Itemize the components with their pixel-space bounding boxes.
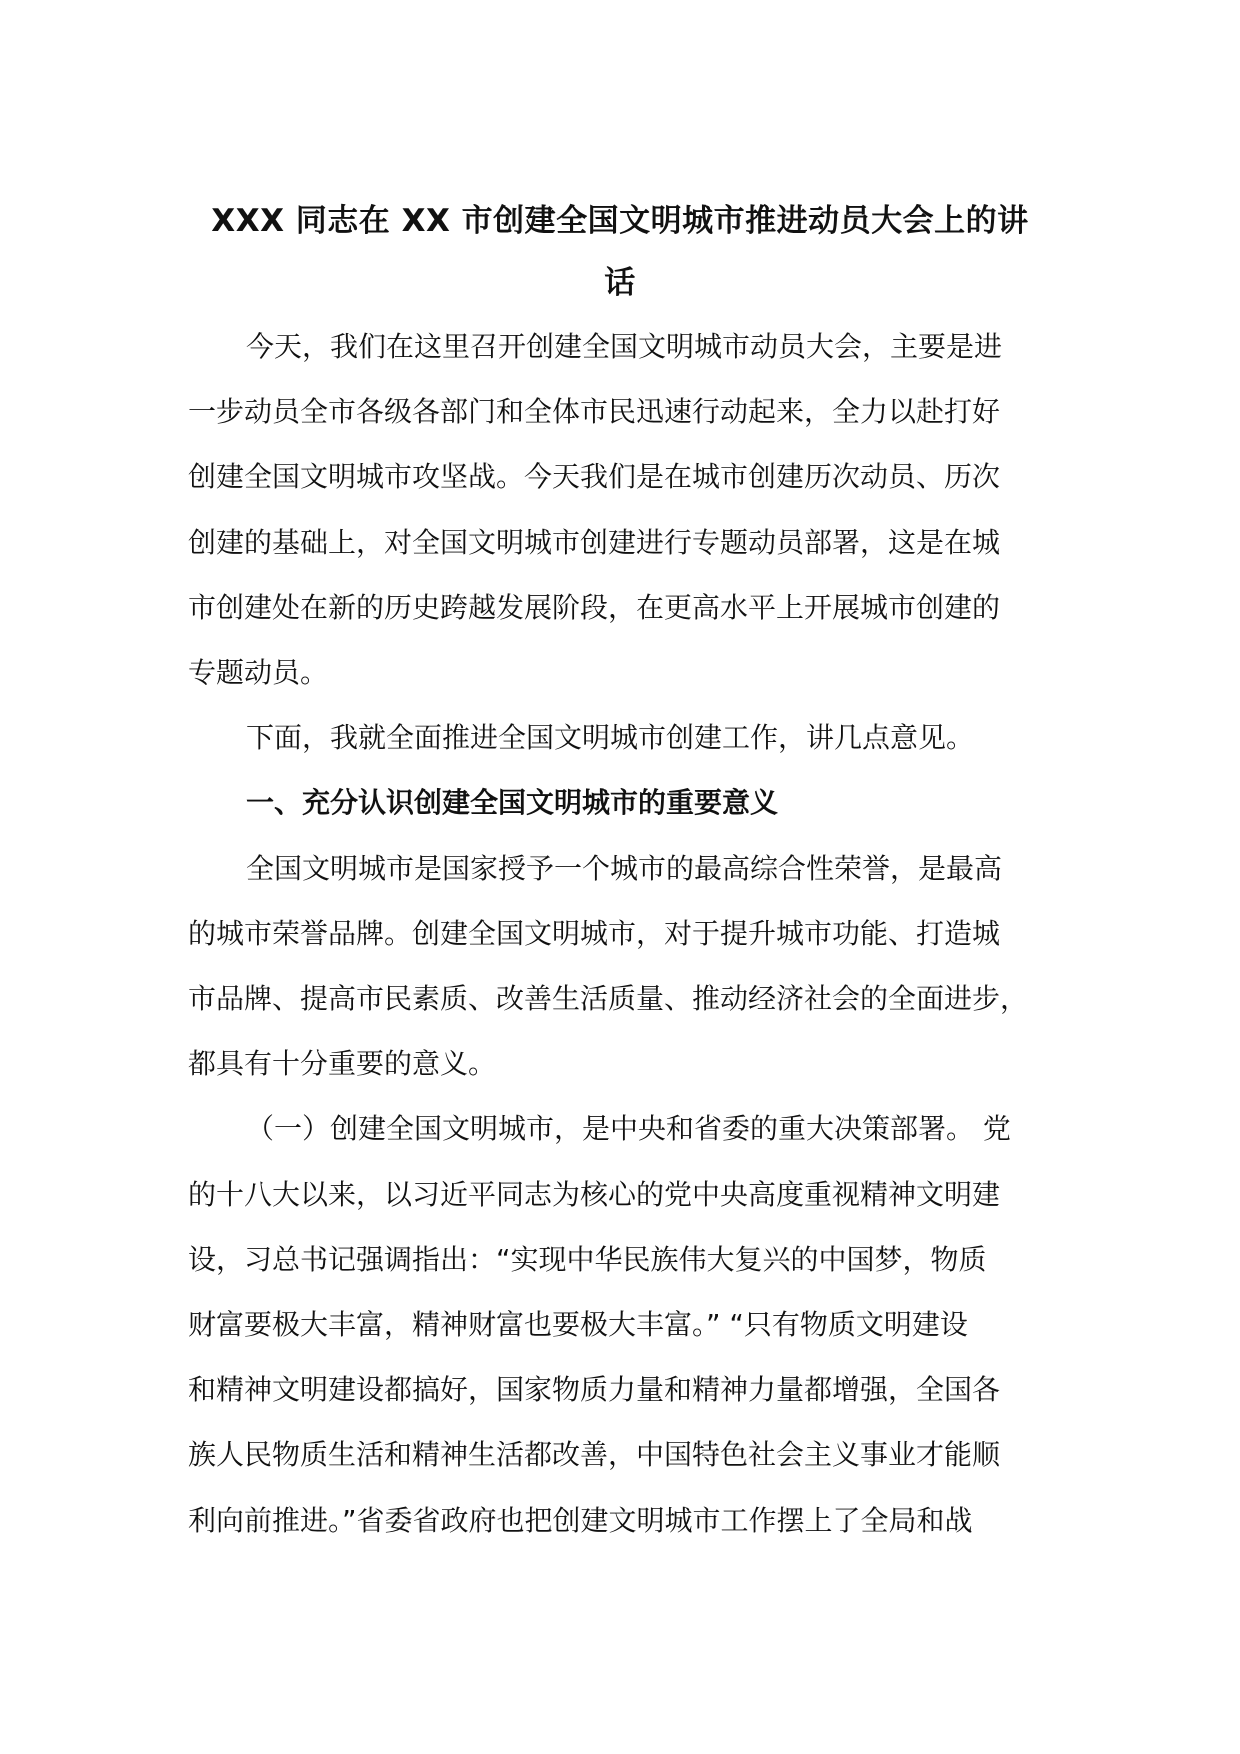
paragraph-line: 利向前推进。”省委省政府也把创建文明城市工作摆上了全局和战 — [188, 1503, 973, 1537]
paragraph-line: 的城市荣誉品牌。创建全国文明城市，对于提升城市功能、打造城 — [188, 916, 1001, 950]
paragraph-line: 都具有十分重要的意义。 — [188, 1047, 497, 1081]
paragraph-line: 创建全国文明城市攻坚战。今天我们是在城市创建历次动员、历次 — [188, 460, 1001, 494]
paragraph-line: 的十八大以来，以习近平同志为核心的党中央高度重视精神文明建 — [188, 1177, 1001, 1211]
document-body — [188, 190, 1052, 1553]
significance-paragraph — [188, 836, 1052, 1097]
paragraph-line: （一）创建全国文明城市，是中央和省委的重大决策部署。 党 — [246, 1112, 1011, 1146]
title-line: XXX 同志在 XX 市创建全国文明城市推进动员大会上的讲 — [211, 203, 1029, 239]
paragraph-line: 市品牌、提高市民素质、改善生活质量、推动经济社会的全面进步， — [188, 982, 1029, 1016]
transition-paragraph — [188, 705, 1052, 770]
heading-line: 一、充分认识创建全国文明城市的重要意义 — [246, 786, 779, 820]
paragraph-line: 专题动员。 — [188, 656, 329, 690]
paragraph-line: 族人民物质生活和精神生活都改善，中国特色社会主义事业才能顺 — [188, 1438, 1001, 1472]
paragraph-line: 今天，我们在这里召开创建全国文明城市动员大会，主要是进 — [246, 330, 1003, 363]
paragraph-line: 下面，我就全面推进全国文明城市创建工作，讲几点意见。 — [246, 721, 975, 755]
paragraph-line: 创建的基础上，对全国文明城市创建进行专题动员部署，这是在城 — [188, 525, 1001, 559]
paragraph-line: 设，习总书记强调指出：“实现中华民族伟大复兴的中国梦，物质 — [188, 1242, 987, 1276]
paragraph-line: 和精神文明建设都搞好，国家物质力量和精神力量都增强，全国各 — [188, 1373, 1001, 1407]
document-title — [188, 190, 1052, 314]
paragraph-line: 财富要极大丰富，精神财富也要极大丰富。” “只有物质文明建设 — [188, 1308, 968, 1342]
intro-paragraph — [188, 314, 1052, 705]
paragraph-line: 市创建处在新的历史跨越发展阶段，在更高水平上开展城市创建的 — [188, 590, 1001, 624]
subpoint-paragraph — [188, 1096, 1052, 1552]
paragraph-line: 全国文明城市是国家授予一个城市的最高综合性荣誉，是最高 — [246, 851, 1003, 885]
title-line: 话 — [604, 265, 636, 301]
section-heading — [188, 770, 1052, 835]
paragraph-line: 一步动员全市各级各部门和全体市民迅速行动起来，全力以赴打好 — [188, 395, 1001, 429]
